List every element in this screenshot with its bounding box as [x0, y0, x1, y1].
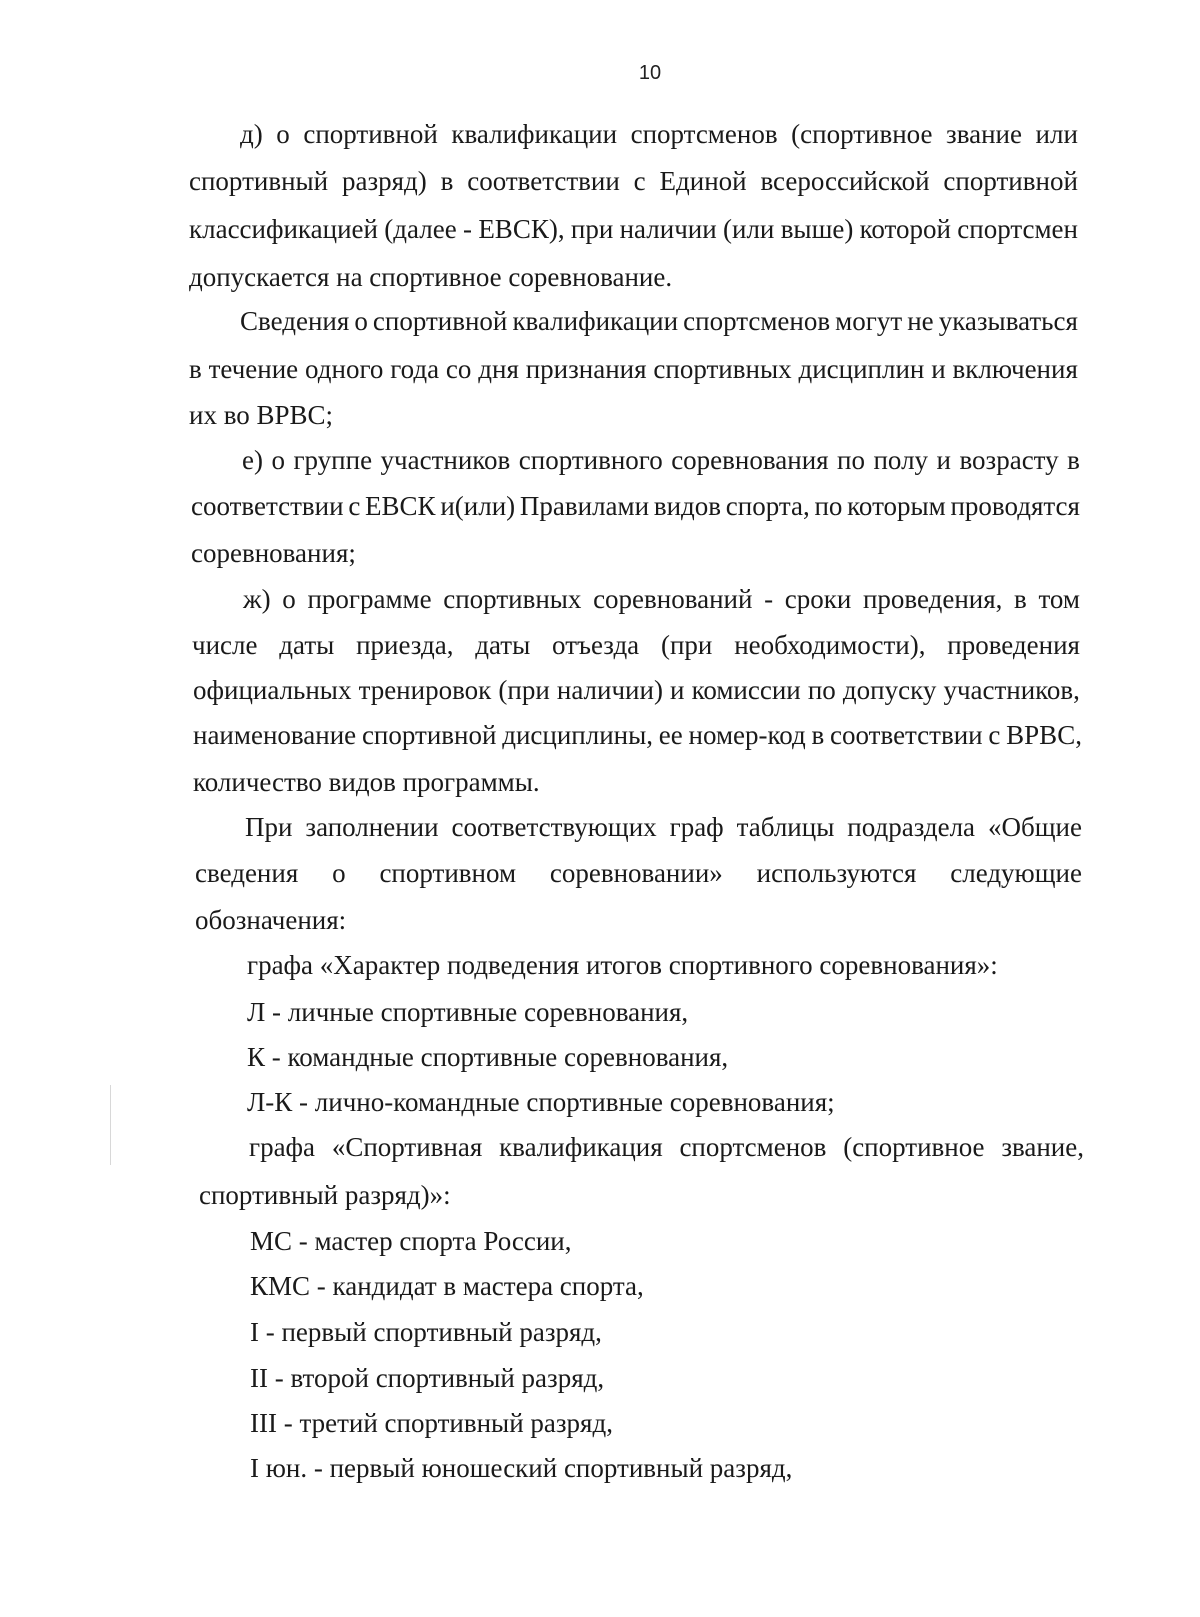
paragraph-d-line-3-word: выше) — [780, 214, 854, 244]
paragraph-e-line-2-word: с — [348, 491, 361, 521]
paragraph-pri-line-2-word: используются — [756, 858, 917, 888]
paragraph-zh-line-2-word: отъезда — [552, 630, 640, 660]
paragraph-e-line-1-word: соревнования — [671, 445, 829, 475]
paragraph-pri-line-1-word: граф — [669, 812, 724, 842]
paragraph-zh-line-3-word: и — [670, 675, 685, 705]
paragraph-d-line-2-word: спортивный — [189, 166, 329, 196]
paragraph-svedeniya-line-1-word: о — [354, 306, 368, 336]
paragraph-zh-line-2-word: (при — [660, 630, 713, 660]
paragraph-e-line-2-word: ЕВСК — [365, 491, 436, 521]
paragraph-e-line-1-word: и — [936, 445, 951, 475]
paragraph-zh-line-4-word: дисциплины, — [502, 720, 653, 750]
paragraph-d-line-2-word: всероссийской — [760, 166, 930, 196]
paragraph-d-line-2-word: Единой — [659, 166, 747, 196]
paragraph-zh-line-3 — [193, 673, 1080, 707]
paragraph-d-line-3-word: - — [463, 214, 472, 244]
paragraph-svedeniya-line-2-word: одного — [305, 354, 384, 384]
paragraph-svedeniya-line-2-word: со — [445, 354, 472, 384]
paragraph-pri-line-2 — [195, 856, 1082, 890]
paragraph-zh-line-2-word: проведения — [947, 630, 1080, 660]
paragraph-svedeniya-line-2-word: включения — [952, 354, 1078, 384]
paragraph-zh-line-3-word: участников, — [943, 675, 1080, 705]
paragraph-zh-line-3-word: по — [807, 675, 836, 705]
paragraph-d-line-3 — [189, 212, 1078, 246]
paragraph-pri-line-2-word: спортивном — [379, 858, 517, 888]
paragraph-svedeniya-line-2-word: дисциплин — [798, 354, 925, 384]
designation-l-k: Л-К - лично-командные спортивные соревнования; — [247, 1087, 835, 1117]
paragraph-d-line-2-word: в — [440, 166, 454, 196]
paragraph-d-line-3-word: (или — [723, 214, 775, 244]
paragraph-d-line-2-word: соответствии — [467, 166, 620, 196]
designation-k: К - командные спортивные соревнования, — [247, 1042, 729, 1072]
paragraph-d-line-2-word: спортивной — [943, 166, 1078, 196]
paragraph-zh-line-4-word: в — [811, 720, 825, 750]
paragraph-svedeniya-line-1 — [240, 304, 1078, 338]
paragraph-e-line-2-word: Правилами — [519, 491, 650, 521]
paragraph-svedeniya-line-1-word: Сведения — [240, 306, 350, 336]
paragraph-zh-line-1 — [243, 582, 1080, 616]
paragraph-zh-line-2-word: числе — [192, 630, 258, 660]
designation-i: I - первый спортивный разряд, — [250, 1317, 602, 1347]
grafa-kvalifikaciya-line-1-word: звание, — [1001, 1132, 1084, 1162]
paragraph-e-line-2 — [191, 489, 1080, 523]
paragraph-d-line-3-word: спортсмен — [957, 214, 1078, 244]
paragraph-svedeniya-line-1-word: спортсменов — [683, 306, 831, 336]
paragraph-zh-line-4 — [193, 718, 1082, 752]
paragraph-svedeniya-line-1-word: спортивной — [372, 306, 508, 336]
paragraph-zh-line-2-word: приезда, — [356, 630, 454, 660]
paragraph-svedeniya-line-2 — [189, 352, 1078, 386]
paragraph-zh-line-1-word: соревнований — [593, 584, 753, 614]
paragraph-zh-line-3-word: официальных — [193, 675, 352, 705]
paragraph-d-line-1-word: квалификации — [451, 119, 618, 149]
paragraph-e-line-2-word: которым — [847, 491, 946, 521]
paragraph-pri-line-1-word: «Общие — [988, 812, 1082, 842]
paragraph-d-line-1-word: (спортивное — [791, 119, 933, 149]
scan-artifact — [110, 1085, 111, 1165]
paragraph-pri-line-1-word: При — [245, 812, 293, 842]
paragraph-zh-line-1-word: том — [1038, 584, 1080, 614]
paragraph-zh-line-4-word: наименование — [193, 720, 357, 750]
paragraph-zh-line-3-word: (при — [498, 675, 550, 705]
paragraph-d-line-2-word: с — [633, 166, 646, 196]
paragraph-zh-line-5: количество видов программы. — [193, 767, 540, 797]
paragraph-svedeniya-line-2-word: признания — [525, 354, 647, 384]
paragraph-d-line-3-word: при — [570, 214, 614, 244]
paragraph-svedeniya-line-1-word: квалификации — [512, 306, 679, 336]
paragraph-e-line-2-word: соответствии — [191, 491, 344, 521]
paragraph-e-line-1-word: возрасту — [959, 445, 1059, 475]
paragraph-e-line-1-word: полу — [873, 445, 929, 475]
paragraph-pri-line-1-word: заполнении — [305, 812, 439, 842]
paragraph-svedeniya-line-2-word: года — [390, 354, 440, 384]
paragraph-d-line-2 — [189, 164, 1078, 198]
paragraph-e-line-2-word: спорта, — [725, 491, 810, 521]
paragraph-svedeniya-line-1-word: указываться — [938, 306, 1078, 336]
grafa-kvalifikaciya-line-1-word: (спортивное — [843, 1132, 985, 1162]
designation-l: Л - личные спортивные соревнования, — [247, 997, 689, 1027]
paragraph-d-line-1-word: спортивной — [303, 119, 438, 149]
paragraph-d-line-1 — [240, 117, 1078, 151]
paragraph-svedeniya-line-2-word: дня — [478, 354, 519, 384]
designation-i-yun: I юн. - первый юношеский спортивный разряд, — [250, 1453, 793, 1483]
paragraph-zh-line-4-word: соответствии — [830, 720, 983, 750]
paragraph-e-line-2-word: проводятся — [950, 491, 1080, 521]
paragraph-zh-line-1-word: - — [764, 584, 774, 614]
paragraph-zh-line-1-word: программе — [307, 584, 432, 614]
paragraph-zh-line-4-word: с — [988, 720, 1001, 750]
paragraph-zh-line-1-word: ж) — [243, 584, 271, 614]
designation-kms: КМС - кандидат в мастера спорта, — [250, 1271, 644, 1301]
paragraph-d-line-1-word: или — [1035, 119, 1078, 149]
grafa-kvalifikaciya-line-2: спортивный разряд)»: — [199, 1180, 451, 1210]
paragraph-zh-line-3-word: наличии) — [556, 675, 663, 705]
paragraph-zh-line-1-word: в — [1014, 584, 1027, 614]
paragraph-d-line-3-word: классификацией — [189, 214, 378, 244]
paragraph-zh-line-1-word: сроки — [784, 584, 852, 614]
paragraph-d-line-1-word: спортсменов — [630, 119, 778, 149]
grafa-kvalifikaciya-line-1-word: графа — [249, 1132, 316, 1162]
paragraph-pri-line-1-word: таблицы — [736, 812, 835, 842]
paragraph-zh-line-2 — [192, 628, 1080, 662]
paragraph-d-line-3-word: (далее — [384, 214, 457, 244]
paragraph-svedeniya-line-2-word: в — [189, 354, 202, 384]
paragraph-d-line-1-word: звание — [946, 119, 1022, 149]
grafa-kvalifikaciya-line-1-word: «Спортивная — [331, 1132, 483, 1162]
paragraph-e-line-1-word: участников — [380, 445, 511, 475]
paragraph-zh-line-1-word: о — [282, 584, 296, 614]
paragraph-e-line-1-word: е) — [242, 445, 263, 475]
paragraph-d-line-3-word: которой — [859, 214, 951, 244]
paragraph-e-line-2-word: и(или) — [440, 491, 516, 521]
paragraph-e-line-1-word: в — [1067, 445, 1080, 475]
paragraph-pri-line-1-word: соответствующих — [451, 812, 657, 842]
paragraph-e-line-1-word: группе — [293, 445, 373, 475]
paragraph-e-line-2-word: по — [814, 491, 843, 521]
paragraph-pri-line-1-word: подраздела — [847, 812, 976, 842]
paragraph-e-line-1 — [242, 443, 1080, 477]
paragraph-e-line-1-word: о — [271, 445, 285, 475]
paragraph-svedeniya-line-1-word: могут — [835, 306, 903, 336]
paragraph-zh-line-3-word: комиссии — [691, 675, 801, 705]
paragraph-d-line-3-word: наличии — [619, 214, 717, 244]
grafa-kvalifikaciya-line-1-word: спортсменов — [679, 1132, 827, 1162]
paragraph-pri-line-1 — [245, 810, 1082, 844]
paragraph-zh-line-2-word: даты — [279, 630, 335, 660]
paragraph-pri-line-2-word: о — [332, 858, 346, 888]
paragraph-d-line-1-word: о — [276, 119, 290, 149]
paragraph-e-line-1-word: спортивного — [518, 445, 663, 475]
paragraph-zh-line-4-word: ее — [658, 720, 683, 750]
paragraph-svedeniya-line-2-word: спортивных — [653, 354, 792, 384]
paragraph-d-line-2-word: разряд) — [341, 166, 427, 196]
paragraph-zh-line-3-word: тренировок — [358, 675, 492, 705]
paragraph-pri-line-3: обозначения: — [195, 905, 347, 935]
paragraph-zh-line-2-word: даты — [475, 630, 531, 660]
paragraph-zh-line-1-word: проведения, — [862, 584, 1003, 614]
paragraph-svedeniya-line-2-word: и — [931, 354, 946, 384]
paragraph-svedeniya-line-2-word: течение — [208, 354, 299, 384]
paragraph-zh-line-4-word: номер-код — [688, 720, 806, 750]
paragraph-pri-line-2-word: следующие — [950, 858, 1082, 888]
grafa-kvalifikaciya-line-1-word: квалификация — [499, 1132, 663, 1162]
grafa-kharakter-line: графа «Характер подведения итогов спортивного соревнования»: — [247, 950, 998, 980]
paragraph-d-line-1-word: д) — [240, 119, 263, 149]
paragraph-zh-line-4-word: ВРВС, — [1006, 720, 1082, 750]
page-number: 10 — [638, 62, 662, 84]
designation-iii: III - третий спортивный разряд, — [250, 1408, 613, 1438]
paragraph-e-line-1-word: по — [837, 445, 865, 475]
paragraph-zh-line-1-word: спортивных — [443, 584, 582, 614]
grafa-kvalifikaciya-line-1 — [249, 1130, 1084, 1164]
designation-ms: МС - мастер спорта России, — [250, 1226, 572, 1256]
paragraph-zh-line-3-word: допуску — [842, 675, 937, 705]
designation-ii: II - второй спортивный разряд, — [250, 1363, 605, 1393]
paragraph-zh-line-2-word: необходимости), — [734, 630, 926, 660]
paragraph-d-line-4: допускается на спортивное соревнование. — [189, 262, 673, 292]
paragraph-pri-line-2-word: соревновании» — [549, 858, 723, 888]
paragraph-zh-line-4-word: спортивной — [361, 720, 497, 750]
paragraph-e-line-3: соревнования; — [191, 538, 356, 568]
paragraph-svedeniya-line-1-word: не — [907, 306, 934, 336]
paragraph-svedeniya-line-3: их во ВРВС; — [189, 400, 334, 430]
paragraph-e-line-2-word: видов — [653, 491, 722, 521]
paragraph-d-line-3-word: ЕВСК), — [478, 214, 565, 244]
paragraph-pri-line-2-word: сведения — [195, 858, 299, 888]
